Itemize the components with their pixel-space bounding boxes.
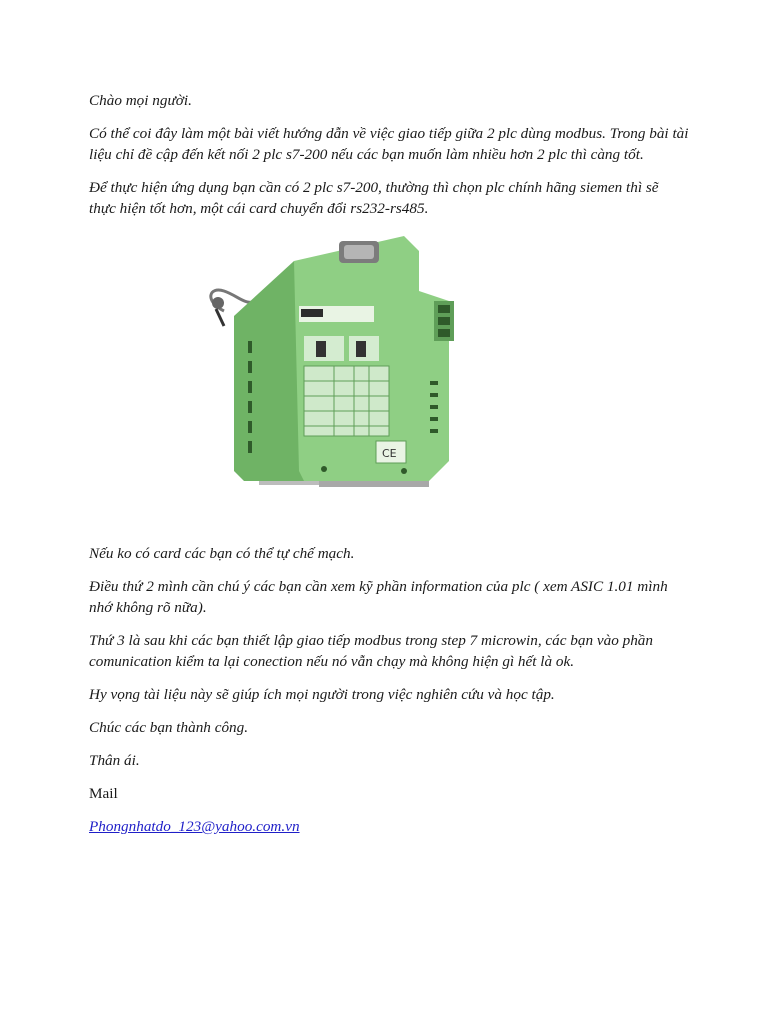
mail-label: Mail xyxy=(89,785,118,802)
hope-paragraph: Hy vọng tài liệu này sẽ giúp ích mọi người trong việc nghiên cứu và học tập. xyxy=(89,686,555,703)
diy-circuit-paragraph: Nếu ko có card các bạn có thể tự chế mạch. xyxy=(89,545,355,562)
converter-card-image xyxy=(89,231,689,531)
email-link[interactable]: Phongnhatdo_123@yahoo.com.vn xyxy=(89,818,300,835)
greeting-paragraph: Chào mọi người. xyxy=(89,92,192,109)
email-paragraph xyxy=(89,816,689,837)
requirements-paragraph: Để thực hiện ứng dụng bạn cần có 2 plc s7-200, thường thì chọn plc chính hãng siemen thì sẽ thực hiện tốt hơn, một cái card chuyển đổi rs232-rs485. xyxy=(89,179,659,217)
document-body xyxy=(89,90,689,849)
good-luck-paragraph: Chúc các bạn thành công. xyxy=(89,719,249,736)
information-paragraph: Điều thứ 2 mình cần chú ý các bạn cần xem kỹ phần information của plc ( xem ASIC 1.01 mình nhớ không rõ nữa). xyxy=(89,578,668,616)
communication-paragraph: Thứ 3 là sau khi các bạn thiết lập giao tiếp modbus trong step 7 microwin, các bạn vào phần comunication kiểm ta lại conection nếu nó vẫn chạy mà không hiện gì hết là ok. xyxy=(89,632,653,670)
closing-paragraph: Thân ái. xyxy=(89,752,140,769)
intro-paragraph: Có thể coi đây làm một bài viết hướng dẫn về việc giao tiếp giữa 2 plc dùng modbus. Trong bài tài liệu chỉ đề cập đến kết nối 2 plc s7-200 nếu các bạn muốn làm nhiều hơn 2 plc thì càng tốt. xyxy=(89,125,689,163)
svg-text:CE: CE xyxy=(382,447,397,460)
